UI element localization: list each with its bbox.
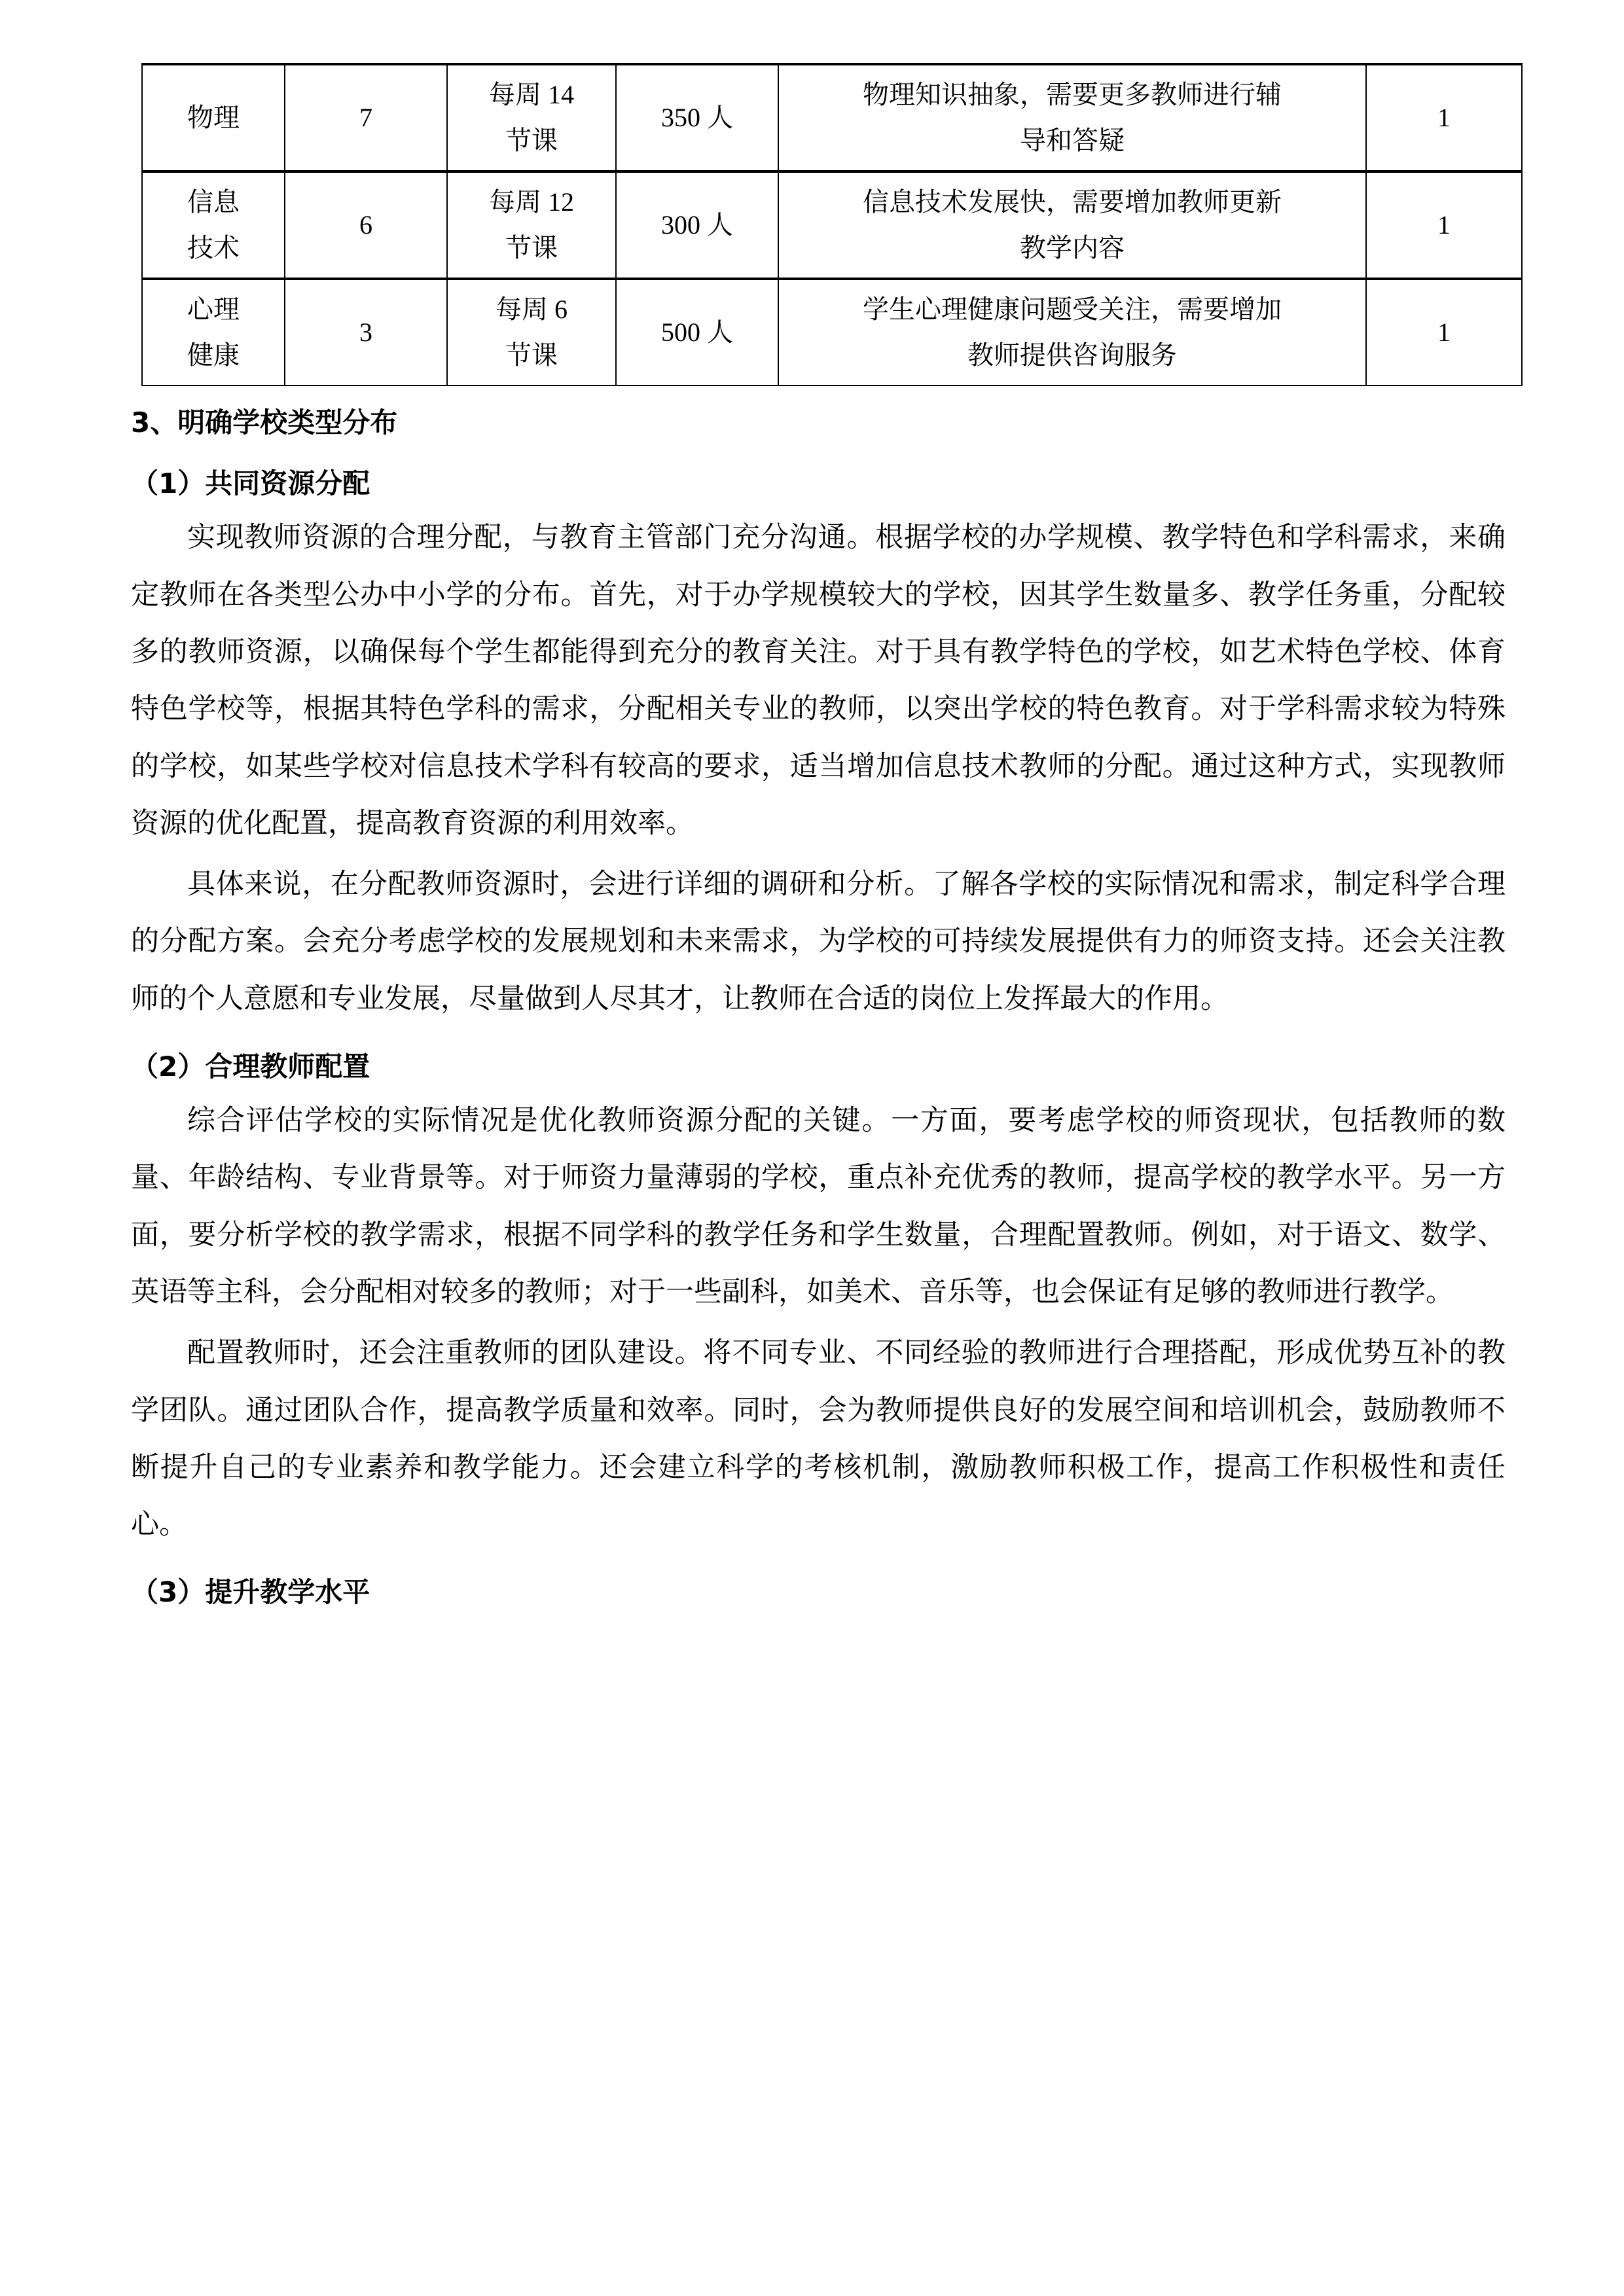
cell-subject-line2: 技术: [187, 233, 240, 262]
paragraph-1-1: 实现教师资源的合理分配，与教育主管部门充分沟通。根据学校的办学规模、教学特色和学科需求，来确定教师在各类型公办中小学的分布。首先，对于办学规模较大的学校，因其学生数量多、教学任务重，分配较多的教师资源，以确保每个学生都能得到充分的教育关注。对于具有教学特色的学校，如艺术特色学校、体育特色学校等，根据其特色学科的需求，分配相关专业的教师，以突出学校的特色教育。对于学科需求较为特殊的学校，如某些学校对信息技术学科有较高的要求，适当增加信息技术教师的分配。通过这种方式，实现教师资源的优化配置，提高教育资源的利用效率。: [131, 522, 1506, 839]
sub-heading-2: （2）合理教师配置: [131, 1050, 370, 1083]
cell-lessons-line2: 节课: [505, 233, 558, 262]
cell-subject: [142, 171, 285, 279]
cell-lessons-line1: 每周 6: [496, 295, 568, 324]
cell-lessons: [447, 171, 616, 279]
table-row: [142, 64, 1522, 171]
cell-add-number: 1: [1366, 279, 1522, 386]
cell-students: 500 人: [616, 279, 778, 386]
cell-students: 350 人: [616, 64, 778, 171]
cell-lessons-line1: 每周 12: [489, 187, 574, 217]
cell-subject: [142, 279, 285, 386]
cell-add-number: 1: [1366, 171, 1522, 279]
cell-reason: [778, 279, 1366, 386]
cell-reason: [778, 171, 1366, 279]
cell-teacher-count: 7: [285, 64, 447, 171]
cell-subject: 物理: [142, 64, 285, 171]
cell-lessons: [447, 64, 616, 171]
page-content: [131, 63, 1506, 1615]
cell-reason-line2: 教师提供咨询服务: [967, 340, 1177, 370]
cell-lessons-line2: 节课: [505, 126, 558, 155]
cell-students: 300 人: [616, 171, 778, 279]
cell-teacher-count: 3: [285, 279, 447, 386]
section-heading-3: 3、明确学校类型分布: [131, 406, 398, 439]
sub-heading-1: （1）共同资源分配: [131, 467, 370, 500]
cell-lessons-line1: 每周 14: [489, 80, 574, 109]
cell-lessons: [447, 279, 616, 386]
table-row: [142, 171, 1522, 279]
paragraph-2-2: 配置教师时，还会注重教师的团队建设。将不同专业、不同经验的教师进行合理搭配，形成优势互补的教学团队。通过团队合作，提高教学质量和效率。同时，会为教师提供良好的发展空间和培训机会，鼓励教师不断提升自己的专业素养和教学能力。还会建立科学的考核机制，激励教师积极工作，提高工作积极性和责任心。: [131, 1338, 1506, 1541]
cell-reason: [778, 64, 1366, 171]
cell-teacher-count: 6: [285, 171, 447, 279]
sub-heading-3: （3）提升教学水平: [131, 1576, 370, 1609]
cell-subject-line1: 信息: [187, 187, 240, 217]
table-row: [142, 279, 1522, 386]
cell-reason-line1: 物理知识抽象，需要更多教师进行辅: [863, 80, 1282, 109]
cell-subject-line1: 心理: [187, 295, 240, 324]
paragraph-1-2: 具体来说，在分配教师资源时，会进行详细的调研和分析。了解各学校的实际情况和需求，制定科学合理的分配方案。会充分考虑学校的发展规划和未来需求，为学校的可持续发展提供有力的师资支持。还会关注教师的个人意愿和专业发展，尽量做到人尽其才，让教师在合适的岗位上发挥最大的作用。: [131, 869, 1506, 1014]
cell-subject-line2: 健康: [187, 340, 240, 370]
cell-reason-line2: 导和答疑: [1020, 126, 1125, 155]
cell-lessons-line2: 节课: [505, 340, 558, 370]
paragraph-2-1: 综合评估学校的实际情况是优化教师资源分配的关键。一方面，要考虑学校的师资现状，包括教师的数量、年龄结构、专业背景等。对于师资力量薄弱的学校，重点补充优秀的教师，提高学校的教学水平。另一方面，要分析学校的教学需求，根据不同学科的教学任务和学生数量，合理配置教师。例如，对于语文、数学、英语等主科，会分配相对较多的教师；对于一些副科，如美术、音乐等，也会保证有足够的教师进行教学。: [131, 1105, 1506, 1308]
subject-teacher-table: [141, 63, 1523, 386]
cell-reason-line2: 教学内容: [1020, 233, 1125, 262]
cell-reason-line1: 信息技术发展快，需要增加教师更新: [863, 187, 1282, 217]
cell-add-number: 1: [1366, 64, 1522, 171]
cell-reason-line1: 学生心理健康问题受关注，需要增加: [863, 295, 1282, 324]
